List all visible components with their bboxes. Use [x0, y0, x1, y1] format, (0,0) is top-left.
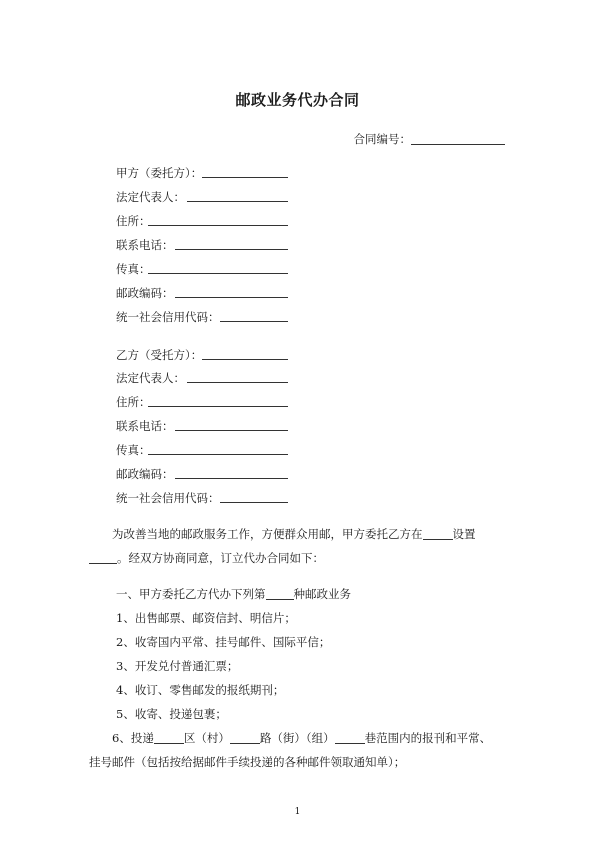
list-item: 5、收寄、投递包裹； [116, 707, 227, 721]
field-blank [175, 237, 288, 250]
party-b-field [116, 418, 288, 434]
field-blank [187, 370, 288, 383]
party-b-field [116, 466, 288, 482]
section-heading: 一、甲方委托乙方代办下列第 种邮政业务 [116, 587, 351, 601]
lane-blank [335, 731, 365, 744]
field-blank [220, 309, 288, 322]
field-blank [175, 466, 288, 479]
field-label: 乙方（受托方）： [116, 348, 203, 362]
field-blank [202, 165, 288, 178]
field-label: 统一社会信用代码： [116, 310, 220, 324]
service-count-blank [266, 587, 294, 600]
party-a-field [116, 285, 288, 301]
location-blank [423, 527, 453, 540]
field-blank [175, 418, 288, 431]
field-label: 住所： [116, 395, 151, 409]
party-b-field [116, 490, 288, 506]
field-blank [220, 490, 288, 503]
field-label: 住所： [116, 214, 151, 228]
field-label: 甲方（委托方）： [116, 166, 203, 180]
party-b-field [116, 394, 288, 410]
list-item: 3、开发兑付普通汇票； [116, 659, 239, 673]
field-label: 联系电话： [116, 238, 174, 252]
field-label: 邮政编码： [116, 286, 174, 300]
page-number: 1 [294, 807, 301, 817]
field-label: 传真： [116, 262, 151, 276]
field-label: 法定代表人： [116, 190, 185, 204]
party-a-field [116, 309, 288, 325]
field-label: 邮政编码： [116, 467, 174, 481]
list-item: 2、收寄国内平常、挂号邮件、国际平信； [116, 635, 331, 649]
party-b-field [116, 442, 288, 458]
intro-paragraph: 为改善当地的邮政服务工作，方便群众用邮，甲方委托乙方在 设置 。经双方协商同意，订立代办合同如下： [89, 522, 507, 570]
field-label: 法定代表人： [116, 371, 185, 385]
name-blank [89, 551, 117, 564]
field-blank [202, 347, 288, 360]
party-a-field [116, 237, 288, 253]
contract-number-blank [411, 132, 505, 145]
field-blank [148, 442, 288, 455]
party-a-field [116, 213, 288, 229]
contract-number-label: 合同编号： [353, 132, 411, 146]
field-blank [148, 394, 288, 407]
field-label: 联系电话： [116, 419, 174, 433]
contract-number-field [354, 131, 506, 147]
district-blank [154, 731, 184, 744]
road-blank [230, 731, 260, 744]
field-blank [148, 261, 288, 274]
field-blank [187, 189, 288, 202]
list-item: 1、出售邮票、邮资信封、明信片； [116, 611, 296, 625]
list-item-6: 6、投递 区（村） 路（街）（组） 巷范围内的报刊和平常、 挂号邮件（包括按给据邮件手续投递的各种邮件领取通知单）； [89, 731, 492, 769]
party-a-field [116, 189, 288, 205]
party-a-field [116, 165, 288, 181]
field-blank [148, 213, 288, 226]
field-label: 统一社会信用代码： [116, 491, 220, 505]
field-blank [175, 285, 288, 298]
list-item: 4、收订、零售邮发的报纸期刊； [116, 683, 285, 697]
party-b-field [116, 347, 288, 363]
party-b-field [116, 370, 288, 386]
party-a-field [116, 261, 288, 277]
field-label: 传真： [116, 443, 151, 457]
document-title: 邮政业务代办合同 [235, 91, 360, 109]
